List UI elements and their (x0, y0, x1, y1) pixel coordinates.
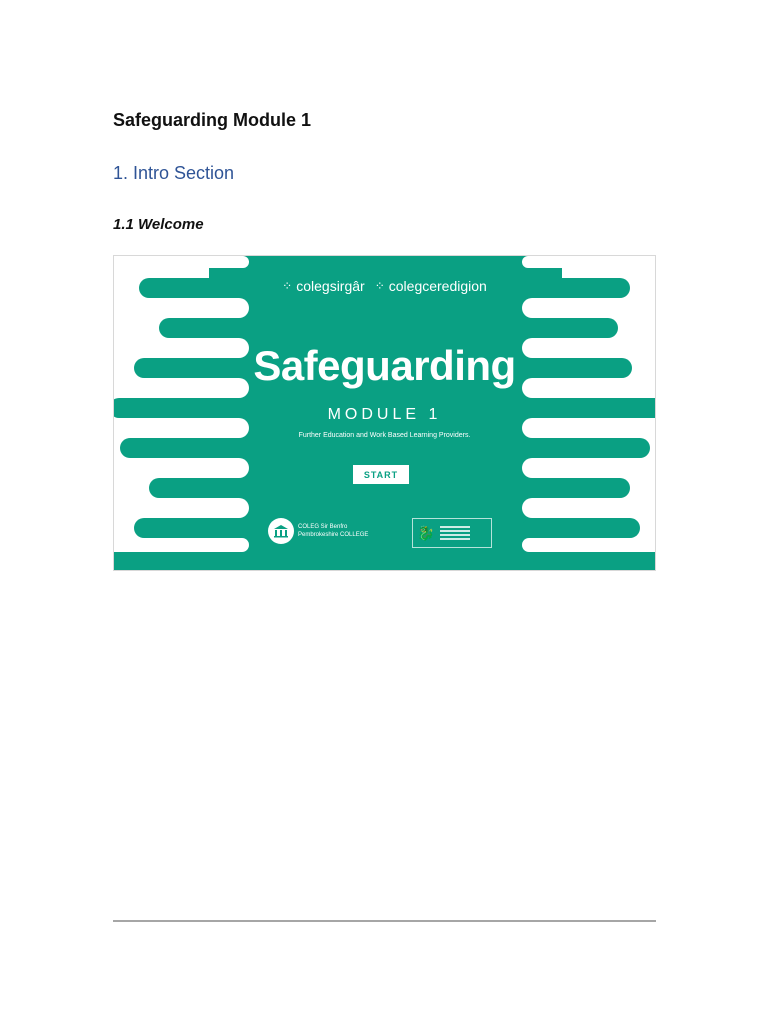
banner-title: Safeguarding (253, 342, 516, 389)
footer-divider (113, 920, 656, 922)
start-button[interactable]: START (353, 465, 409, 484)
section-heading: 1. Intro Section (113, 163, 235, 183)
banner-module-label: MODULE 1 (327, 406, 442, 423)
colegceredigion-text: colegceredigion (388, 278, 487, 294)
colegsirgar-logo (282, 278, 365, 294)
pembs-logo-line1: COLEG Sir Benfro (298, 524, 348, 530)
building-icon (268, 518, 294, 544)
banner-description: Further Education and Work Based Learning Providers. (298, 432, 471, 439)
pembrokeshire-college-text (298, 523, 368, 539)
college-mark-icon: ⁘ (282, 279, 293, 293)
colegceredigion-logo (375, 278, 487, 294)
document-title: Safeguarding Module 1 (113, 110, 312, 130)
pembrokeshire-college-logo (268, 518, 368, 544)
college-logos (114, 278, 655, 294)
sub-heading: 1.1 Welcome (113, 216, 204, 233)
pembs-logo-line2: Pembrokeshire COLLEGE (298, 532, 369, 538)
welcome-banner-image (113, 255, 656, 571)
dragon-icon: 🐉 (417, 524, 435, 541)
colegsirgar-text: colegsirgâr (296, 278, 365, 294)
welsh-government-text-lines (440, 526, 470, 540)
welsh-government-logo (412, 518, 492, 548)
college-mark-icon: ⁘ (374, 279, 385, 293)
